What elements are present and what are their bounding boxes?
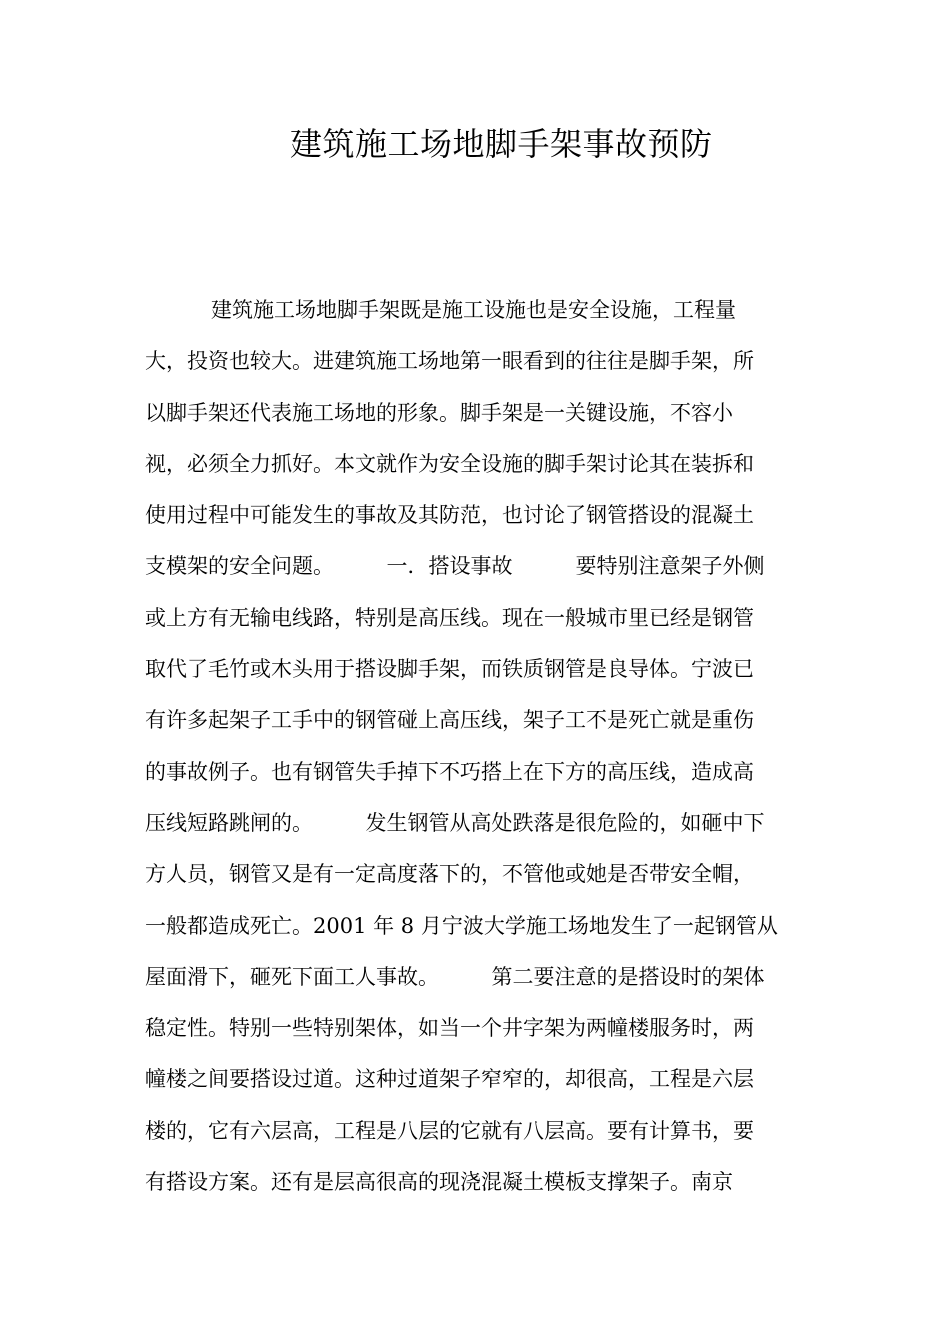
body-line: 支模架的安全问题。 一．搭设事故 要特别注意架子外侧: [145, 554, 765, 579]
body-line: 使用过程中可能发生的事故及其防范，也讨论了钢管搭设的混凝土: [145, 503, 754, 528]
body-line: 幢楼之间要搭设过道。这种过道架子窄窄的，却很高，工程是六层: [145, 1067, 754, 1092]
body-line: 一般都造成死亡。2001 年 8 月宁波大学施工场地发生了一起钢管从: [145, 913, 778, 938]
body-line: 视，必须全力抓好。本文就作为安全设施的脚手架讨论其在装拆和: [145, 451, 754, 476]
body-line: 大，投资也较大。进建筑施工场地第一眼看到的往往是脚手架，所: [145, 349, 754, 374]
body-line: 屋面滑下，砸死下面工人事故。 第二要注意的是搭设时的架体: [145, 964, 765, 989]
body-line: 取代了毛竹或木头用于搭设脚手架，而铁质钢管是良导体。宁波已: [145, 657, 754, 682]
document-title: 建筑施工场地脚手架事故预防: [290, 125, 713, 163]
body-line: 楼的，它有六层高，工程是八层的它就有八层高。要有计算书，要: [145, 1118, 754, 1143]
body-line: 建筑施工场地脚手架既是施工设施也是安全设施，工程量: [211, 298, 736, 322]
document-body: [145, 292, 815, 1215]
body-line: 有搭设方案。还有是层高很高的现浇混凝土模板支撑架子。南京: [145, 1170, 733, 1195]
body-line: 或上方有无输电线路，特别是高压线。现在一般城市里已经是钢管: [145, 605, 754, 630]
body-line: 压线短路跳闸的。 发生钢管从高处跌落是很危险的，如砸中下: [145, 810, 765, 835]
body-line: 有许多起架子工手中的钢管碰上高压线，架子工不是死亡就是重伤: [145, 708, 754, 733]
body-line: 方人员，钢管又是有一定高度落下的，不管他或她是否带安全帽，: [145, 862, 754, 887]
body-line: 的事故例子。也有钢管失手掉下不巧搭上在下方的高压线，造成高: [145, 759, 754, 784]
body-line: 稳定性。特别一些特别架体，如当一个井字架为两幢楼服务时，两: [145, 1016, 754, 1041]
body-line: 以脚手架还代表施工场地的形象。脚手架是一关键设施，不容小: [145, 400, 733, 425]
